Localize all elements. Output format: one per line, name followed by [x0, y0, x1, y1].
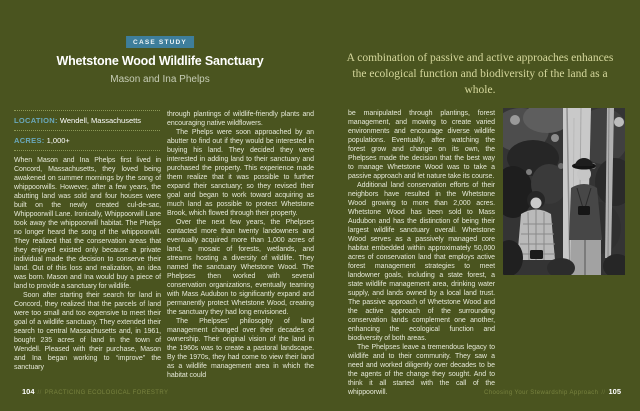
body-paragraph: The Phelps were soon approached by an abutter to find out if they would be interested in buying his land. They decided they were interested in adding land to their sanctuary and purchased the property. This experience made them realize that it was possible to further expand their sanctuary; so they revised their goal and began to work toward acquiring as much land as possible to protect Whetstone Brook, which flowed through their property. [167, 129, 314, 217]
sanctuary-photo [503, 108, 625, 275]
body-paragraph: Soon after starting their search for land in Concord, they realized that the parcels of land were too small and too expensive to meet their goal of a wildlife sanctuary. They extended their search to central Massachusetts and, in 1961, bought 235 acres of land in the town of Wendell. Pleased with their purchase, Mason and Ina began working to “improve” the sanctuary [14, 292, 161, 371]
running-head: PRACTICING ECOLOGICAL FORESTRY [44, 390, 169, 396]
body-paragraph: The Phelpses leave a tremendous legacy to wildlife and to their community. They saw a need and worked diligently over decades to be the agents of the change they sought. And to think it all started with the call of the whippoorwill. [348, 344, 495, 396]
body-paragraph: When Mason and Ina Phelps first lived in Concord, Massachusetts, they loved being awakened on summer mornings by the song of whippoorwills. However, after a few years, the abutting land was sold and four houses were built on the newly created cul-de-sac, Whippoorwill Lane. Ironically, Whippoorwill Lane took away the whippoorwill habitat. The Phelps no longer heard the song of the whippoorwill. They realized that the conservation areas that they enjoyed existed only because a private individual made the decision to conserve their land. Out of this loss and realization, an idea was born. Mason and Ina would buy a piece of land to provide a sanctuary for wildlife. [14, 157, 161, 290]
case-study-badge: CASE STUDY [126, 36, 194, 48]
footer-separator: // [601, 390, 606, 396]
page-number: 105 [608, 387, 621, 396]
info-value: Wendell, Massachusetts [59, 116, 142, 125]
pull-quote: A combination of passive and active approaches enhances the ecological function and biodiversity of the land as a whole. [346, 52, 614, 96]
page-number: 104 [22, 387, 35, 396]
body-paragraph: Over the next few years, the Phelpses contacted more than twenty landowners and eventually acquired more than 1,000 acres of land, a mosaic of forests, wetlands, and streams hosting a diversity of wildlife. They named the sanctuary Whetstone Wood. The Phelpses then worked with several conservation organizations, eventually teaming with Mass Audubon to significantly expand and permanently protect Whetstone Wood, creating the sanctuary they had long envisioned. [167, 219, 314, 316]
sanctuary-photo-illustration [503, 108, 625, 275]
body-paragraph: through plantings of wildlife-friendly plants and encouraging native wildflowers. [167, 111, 314, 127]
footer-separator: // [37, 390, 42, 396]
article-title: Whetstone Wood Wildlife Sanctuary [56, 54, 264, 68]
info-row-acres [14, 130, 160, 150]
info-label: ACRES: [14, 136, 45, 145]
right-page-column-1 [348, 109, 495, 397]
body-paragraph: The Phelpses’ philosophy of land management changed over their decades of ownership. Their original vision of the land in the 1960s was to create a pastoral landscape. By the 1970s, they had come to view their land as a wildlife management area in which the habitat could [167, 318, 314, 379]
info-label: LOCATION: [14, 116, 58, 125]
body-paragraph: Additional land conservation efforts of their neighbors have resulted in the Whetstone Wood growing to more than 2,000 acres. Whetstone Wood has been sold to Mass Audubon and has the distinction of being their largest wildlife sanctuary overall. Whetstone Wood serves as a passively managed core habitat embedded within approximately 50,000 acres of conservation land that employs active forest management strategies to meet landowner goals, including a state forest, a state wildlife management area, drinking water supply, and lands owned by a local land trust. The passive approach of Whetstone Wood and the active approach of the surrounding conservation lands complement one another, enhancing the ecological function and biodiversity of both areas. [348, 182, 495, 342]
right-page [320, 0, 640, 411]
article-subtitle: Mason and Ina Phelps [110, 74, 210, 85]
info-block [14, 110, 160, 151]
info-row-location [14, 110, 160, 130]
left-footer [22, 388, 168, 397]
running-head: Choosing Your Stewardship Approach [484, 390, 599, 396]
right-footer [484, 388, 621, 397]
info-value: 1,000+ [46, 136, 70, 145]
body-paragraph: be manipulated through plantings, forest management, and mowing to create varied environments and encourage diverse wildlife populations. Eventually, after watching the forest grow and change on its own, the Phelpses made the decision that the best way to manage Whetstone Wood was to take a passive approach and let nature take its course. [348, 110, 495, 180]
left-page-column-2 [167, 110, 314, 380]
left-page-column-1 [14, 156, 161, 372]
